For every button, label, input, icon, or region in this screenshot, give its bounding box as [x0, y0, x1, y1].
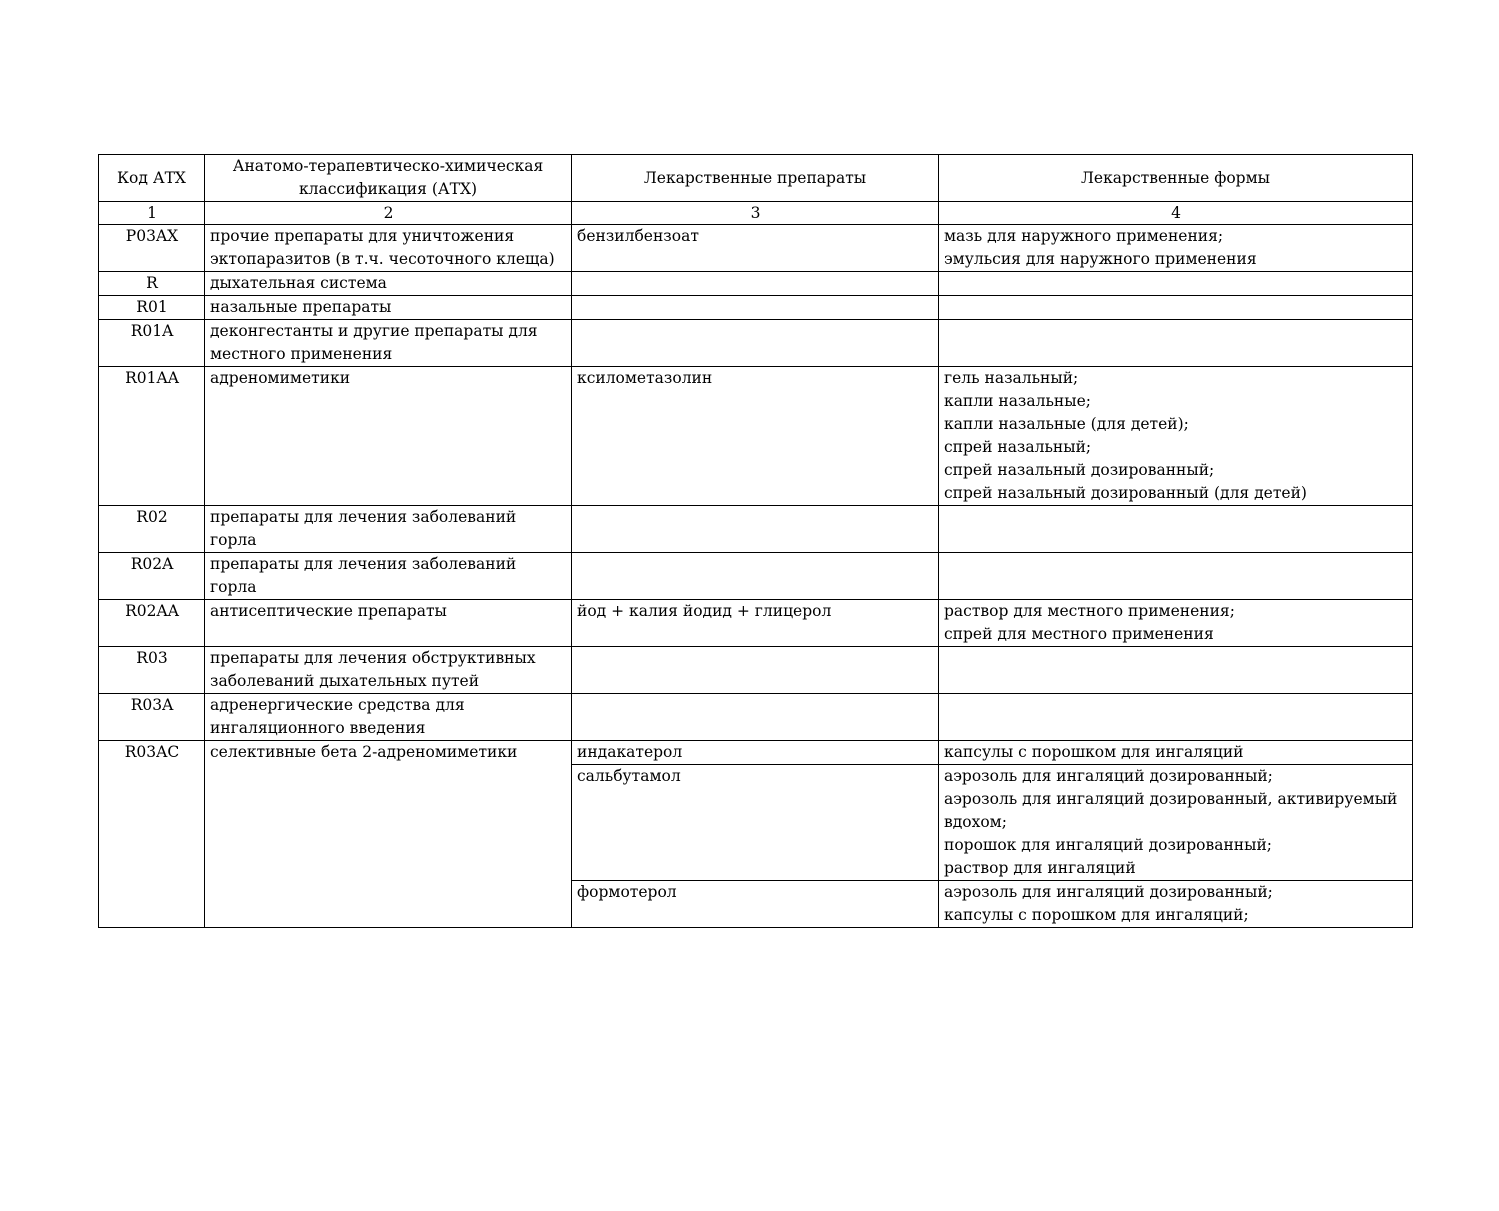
drug-name-cell	[572, 506, 939, 553]
drug-name-cell	[572, 320, 939, 367]
table-row	[99, 296, 1413, 320]
table-row	[99, 694, 1413, 741]
dosage-form-line: аэрозоль для ингаляций дозированный;	[944, 883, 1273, 901]
dosage-forms-cell	[939, 600, 1413, 647]
dosage-forms-cell	[939, 506, 1413, 553]
dosage-forms-cell	[939, 320, 1413, 367]
atc-classification-cell	[205, 553, 572, 600]
classification-line: горла	[210, 578, 257, 596]
dosage-form-line: спрей назальный;	[944, 438, 1092, 456]
atc-code-cell: R03	[99, 647, 205, 694]
classification-line: горла	[210, 531, 257, 549]
table-row	[99, 320, 1413, 367]
drug-name-cell	[572, 694, 939, 741]
table-row	[99, 506, 1413, 553]
classification-line: ингаляционного введения	[210, 719, 426, 737]
drug-name-cell	[572, 647, 939, 694]
atc-drug-table	[98, 154, 1413, 928]
column-number-row	[99, 202, 1413, 225]
dosage-form-line: спрей для местного применения	[944, 625, 1214, 643]
dosage-form-line: гель назальный;	[944, 369, 1079, 387]
classification-line: эктопаразитов (в т.ч. чесоточного клеща)	[210, 250, 555, 268]
column-number: 3	[572, 202, 939, 225]
dosage-form-line: капсулы с порошком для ингаляций	[944, 743, 1244, 761]
classification-line: местного применения	[210, 345, 393, 363]
dosage-forms-cell	[939, 296, 1413, 320]
atc-code-cell: R02AA	[99, 600, 205, 647]
atc-code-cell: R01AA	[99, 367, 205, 506]
atc-classification-cell	[205, 225, 572, 272]
header-row	[99, 155, 1413, 202]
dosage-form-line: спрей назальный дозированный (для детей)	[944, 484, 1307, 502]
dosage-forms-cell	[939, 647, 1413, 694]
dosage-forms-cell	[939, 741, 1413, 765]
drug-name-cell: йод + калия йодид + глицерол	[572, 600, 939, 647]
column-number: 1	[99, 202, 205, 225]
column-number: 2	[205, 202, 572, 225]
dosage-form-line: спрей назальный дозированный;	[944, 461, 1215, 479]
dosage-form-line: аэрозоль для ингаляций дозированный;	[944, 767, 1273, 785]
drug-name-cell: ксилометазолин	[572, 367, 939, 506]
atc-classification-cell	[205, 506, 572, 553]
table-body	[99, 225, 1413, 928]
classification-line: антисептические препараты	[210, 602, 447, 620]
dosage-forms-cell	[939, 765, 1413, 881]
atc-classification-cell	[205, 320, 572, 367]
table-row	[99, 600, 1413, 647]
drug-name-cell: сальбутамол	[572, 765, 939, 881]
dosage-form-line: раствор для ингаляций	[944, 859, 1136, 877]
drug-name-cell	[572, 296, 939, 320]
atc-code-cell: R	[99, 272, 205, 296]
column-number: 4	[939, 202, 1413, 225]
dosage-form-line: капли назальные (для детей);	[944, 415, 1189, 433]
classification-line: препараты для лечения заболеваний	[210, 555, 517, 573]
dosage-form-line: аэрозоль для ингаляций дозированный, активируемый	[944, 790, 1398, 808]
atc-code-cell: R02A	[99, 553, 205, 600]
dosage-forms-cell	[939, 881, 1413, 928]
classification-line: дыхательная система	[210, 274, 387, 292]
atc-code-cell: R03AC	[99, 741, 205, 928]
drug-name-cell	[572, 272, 939, 296]
classification-line: адреномиметики	[210, 369, 351, 387]
atc-classification-cell	[205, 600, 572, 647]
dosage-form-line: мазь для наружного применения;	[944, 227, 1224, 245]
dosage-form-line: раствор для местного применения;	[944, 602, 1235, 620]
header-drugs: Лекарственные препараты	[572, 155, 939, 202]
classification-line: заболеваний дыхательных путей	[210, 672, 480, 690]
classification-line: препараты для лечения заболеваний	[210, 508, 517, 526]
header-atc-classification: Анатомо-терапевтическо-химическая классификация (АТХ)	[205, 155, 572, 202]
header-atc-code: Код АТХ	[99, 155, 205, 202]
atc-code-cell: R02	[99, 506, 205, 553]
drug-name-cell: формотерол	[572, 881, 939, 928]
dosage-form-line: вдохом;	[944, 813, 1007, 831]
dosage-forms-cell	[939, 553, 1413, 600]
atc-classification-cell	[205, 694, 572, 741]
classification-line: прочие препараты для уничтожения	[210, 227, 515, 245]
table-row	[99, 367, 1413, 506]
classification-line: назальные препараты	[210, 298, 392, 316]
dosage-form-line: порошок для ингаляций дозированный;	[944, 836, 1273, 854]
classification-line: препараты для лечения обструктивных	[210, 649, 536, 667]
atc-code-cell: R01A	[99, 320, 205, 367]
atc-classification-cell	[205, 741, 572, 928]
atc-classification-cell	[205, 272, 572, 296]
dosage-form-line: капсулы с порошком для ингаляций;	[944, 906, 1249, 924]
atc-classification-cell	[205, 647, 572, 694]
table-row	[99, 741, 1413, 765]
classification-line: адренергические средства для	[210, 696, 465, 714]
atc-classification-cell	[205, 296, 572, 320]
header-dosage-forms: Лекарственные формы	[939, 155, 1413, 202]
table-row	[99, 272, 1413, 296]
drug-name-cell	[572, 553, 939, 600]
dosage-forms-cell	[939, 225, 1413, 272]
classification-line: селективные бета 2-адреномиметики	[210, 743, 518, 761]
atc-code-cell: R03A	[99, 694, 205, 741]
table-row	[99, 225, 1413, 272]
table-row	[99, 553, 1413, 600]
dosage-forms-cell	[939, 694, 1413, 741]
drug-name-cell: бензилбензоат	[572, 225, 939, 272]
dosage-forms-cell	[939, 272, 1413, 296]
table-row	[99, 647, 1413, 694]
dosage-form-line: эмульсия для наружного применения	[944, 250, 1257, 268]
atc-classification-cell	[205, 367, 572, 506]
drug-name-cell: индакатерол	[572, 741, 939, 765]
atc-code-cell: P03AX	[99, 225, 205, 272]
atc-code-cell: R01	[99, 296, 205, 320]
dosage-form-line: капли назальные;	[944, 392, 1091, 410]
classification-line: деконгестанты и другие препараты для	[210, 322, 538, 340]
dosage-forms-cell	[939, 367, 1413, 506]
